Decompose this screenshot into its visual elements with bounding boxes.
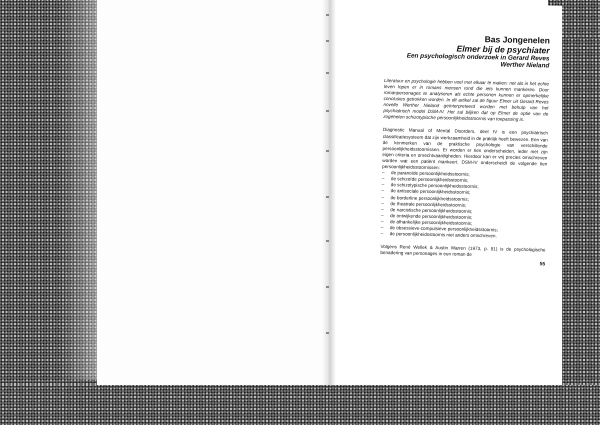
page-number: 55 [539, 261, 546, 268]
list-item: – de persoonlijkheidsstoornis niet anders omschreven. [381, 231, 546, 241]
left-page [97, 0, 329, 395]
book-gutter [322, 0, 336, 395]
closing-paragraph: Volgens René Wellek & Austin Warren (1973, p. 81) is de psychologische benadering van personages in een roman de [380, 244, 546, 258]
list-item: – de obsessieve-compulsieve persoonlijkheidsstoornis; [381, 225, 546, 235]
abstract: Literatuur en psychologie hebben veel met elkaar te maken: net als in het echte leven lopen er in romans mensen rond die iets kunnen mankeren. Door romanpersonages te analyseren als echte personen kunnen er opmerkelijke conclusies getrokken worden. In dit artikel zal de figuur Elmer uit Gerard Reves novelle Werther Nieland geïnterpreteerd worden met behulp van het psychiatrisch model DSM-IV. Het zal blijken dat op Elmer de optie van de zogeheten schizotypische persoonlijkheidsstoornis van toepassing is. [383, 77, 550, 123]
scan-border-bottom [0, 385, 600, 425]
list-item: – de schizotypische persoonlijkheidsstoornis; [382, 182, 547, 192]
list-item: – de paranoïde persoonlijkheidsstoornis; [382, 170, 547, 180]
scan-border-right [557, 0, 600, 425]
article-title: Elmer bij de psychiater [456, 43, 550, 56]
article-content [380, 32, 550, 268]
list-item: – de schizoïde persoonlijkheidsstoornis; [382, 176, 547, 186]
author-name: Bas Jongenelen [484, 34, 550, 46]
article-subtitle: Een psychologisch onderzoek in Gerard Reves Werther Nieland [406, 52, 550, 70]
list-item: – de afhankelijke persoonlijkheidsstoornis; [381, 219, 546, 229]
intro-paragraph: Diagnostic Manual of Mental Disorders, deel IV is een psychiatrisch classificatiesysteem dat zijn werkzaamheid in de praktijk heeft bewezen. Een van de kenmerken van de praktische psychologie van verschillende persoonlijkheidsstoornissen. Er worden er tien onderscheiden, ieder met zijn eigen criteria en onrechtvaardigheden. Hierdoor kan er vrij precies omschreven worden wat een patiënt mankeert. DSM-IV onderscheidt de volgende tien persoonlijkheidsstoornissen: [382, 127, 548, 171]
list-item: – de antisociale persoonlijkheidsstoornis; [382, 188, 547, 198]
disorder-list [381, 170, 547, 240]
list-item: – de ontwijkende persoonlijkheidsstoornis; [381, 213, 546, 223]
list-item: – de borderline persoonlijkheidsstoornis; [381, 194, 546, 204]
list-item: – de theatrale persoonlijkheidsstoornis; [381, 201, 546, 211]
list-item: – de narcistische persoonlijkheidsstoornis; [381, 207, 546, 217]
